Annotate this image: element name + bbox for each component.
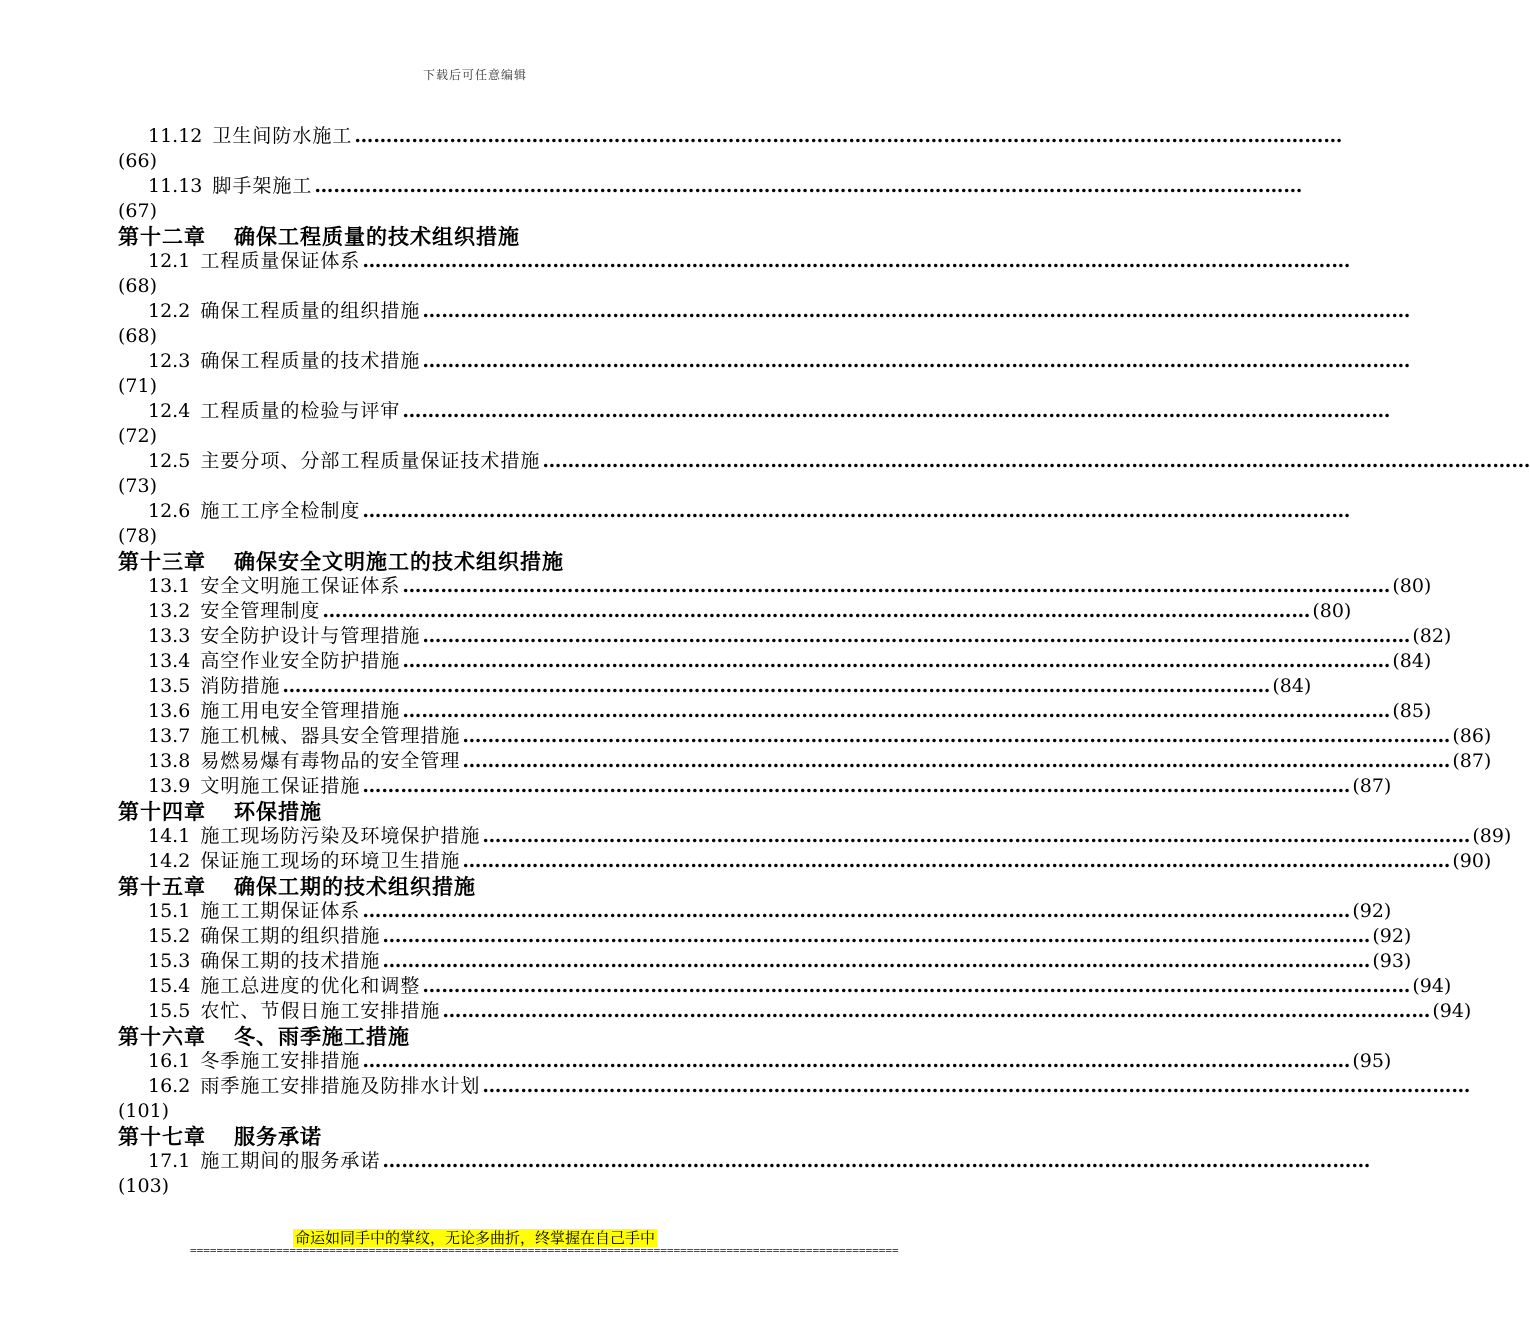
section-number: 17.1 [148,1150,191,1172]
section-number: 12.3 [148,350,191,372]
chapter-title: 确保工程质量的技术组织措施 [234,224,520,249]
toc-entry [118,824,1512,849]
toc-entry-page-line [118,149,828,174]
page-number: (92) [1372,925,1412,947]
toc-entry-page-line [118,199,828,224]
section-title: 保证施工现场的环境卫生措施 [200,850,461,872]
footer-rule: =========================================================================================================== [190,1244,899,1257]
footer-motto-text: 命运如同手中的掌纹，无论多曲折，终掌握在自己手中 [294,1229,655,1247]
toc-entry [118,624,1452,649]
chapter-heading [118,874,828,899]
dot-leader: ………………………………………………………………………………………………………………………………………… [422,625,1411,647]
toc-entry [118,249,1351,274]
page-number: (87) [1352,775,1392,797]
section-number: 14.2 [148,850,191,872]
section-number: 12.2 [148,300,191,322]
section-number: 12.6 [148,500,191,522]
dot-leader: ………………………………………………………………………………………………………………………………………… [482,1075,1471,1097]
section-number: 15.3 [148,950,191,972]
section-number: 13.9 [148,775,191,797]
section-title: 农忙、节假日施工安排措施 [200,1000,441,1022]
dot-leader: ………………………………………………………………………………………………………………………………………… [542,450,1530,472]
dot-leader: ………………………………………………………………………………………………………………………………………… [402,650,1391,672]
section-number: 15.5 [148,1000,191,1022]
dot-leader: ………………………………………………………………………………………………………………………………………… [322,600,1311,622]
page-number: (71) [118,375,158,397]
page-number: (94) [1412,975,1452,997]
chapter-heading [118,224,828,249]
chapter-number: 第十二章 [118,224,206,249]
page-number: (89) [1472,825,1512,847]
dot-leader: ………………………………………………………………………………………………………………………………………… [314,175,1303,197]
toc-entry [118,849,1492,874]
page-number: (103) [118,1175,170,1197]
dot-leader: ………………………………………………………………………………………………………………………………………… [382,950,1371,972]
toc-entry [118,449,1530,474]
page-number: (72) [118,425,158,447]
section-title: 施工现场防污染及环境保护措施 [200,825,481,847]
dot-leader: ………………………………………………………………………………………………………………………………………… [422,350,1411,372]
section-number: 16.1 [148,1050,191,1072]
section-title: 主要分项、分部工程质量保证技术措施 [200,450,541,472]
dot-leader: ………………………………………………………………………………………………………………………………………… [362,250,1351,272]
page-header: 下载后可任意编辑 [422,68,527,82]
section-number: 14.1 [148,825,191,847]
section-number: 13.3 [148,625,191,647]
page-number: (67) [118,200,158,222]
page-number: (94) [1432,1000,1472,1022]
chapter-title: 确保安全文明施工的技术组织措施 [234,549,564,574]
toc-entry [118,649,1432,674]
page-number: (85) [1392,700,1432,722]
section-title: 冬季施工安排措施 [200,1050,361,1072]
page-number: (68) [118,325,158,347]
section-title: 施工总进度的优化和调整 [200,975,421,997]
chapter-number: 第十三章 [118,549,206,574]
toc-entry-page-line [118,274,828,299]
section-title: 确保工期的技术措施 [200,950,381,972]
dot-leader: ………………………………………………………………………………………………………………………………………… [282,675,1271,697]
dot-leader: ………………………………………………………………………………………………………………………………………… [362,1050,1351,1072]
table-of-contents [118,124,1530,1199]
toc-entry [118,174,1303,199]
section-number: 13.6 [148,700,191,722]
dot-leader: ………………………………………………………………………………………………………………………………………… [462,750,1451,772]
toc-entry [118,699,1432,724]
toc-entry [118,674,1312,699]
section-title: 安全防护设计与管理措施 [200,625,421,647]
toc-entry-page-line [118,474,828,499]
dot-leader: ………………………………………………………………………………………………………………………………………… [362,500,1351,522]
chapter-number: 第十五章 [118,874,206,899]
toc-entry [118,924,1412,949]
toc-entry [118,124,1343,149]
toc-entry [118,299,1411,324]
section-number: 13.8 [148,750,191,772]
toc-entry [118,749,1492,774]
page-number: (84) [1272,675,1312,697]
chapter-heading [118,1124,828,1149]
chapter-number: 第十七章 [118,1124,206,1149]
toc-entry [118,1149,1371,1174]
section-title: 施工机械、器具安全管理措施 [200,725,461,747]
page-number: (101) [118,1100,170,1122]
section-title: 安全文明施工保证体系 [200,575,401,597]
toc-entry-page-line [118,374,828,399]
section-number: 16.2 [148,1075,191,1097]
section-title: 高空作业安全防护措施 [200,650,401,672]
page-number: (84) [1392,650,1432,672]
page-number: (87) [1452,750,1492,772]
section-number: 13.2 [148,600,191,622]
dot-leader: ………………………………………………………………………………………………………………………………………… [382,925,1371,947]
section-title: 文明施工保证措施 [200,775,361,797]
toc-entry-page-line [118,1174,828,1199]
chapter-title: 确保工期的技术组织措施 [234,874,476,899]
toc-entry [118,399,1391,424]
chapter-number: 第十六章 [118,1024,206,1049]
chapter-heading [118,1024,828,1049]
toc-entry [118,1049,1392,1074]
page-number: (95) [1352,1050,1392,1072]
dot-leader: ………………………………………………………………………………………………………………………………………… [462,725,1451,747]
section-title: 确保工程质量的技术措施 [200,350,421,372]
section-title: 工程质量的检验与评审 [200,400,401,422]
chapter-number: 第十四章 [118,799,206,824]
section-title: 施工工序全检制度 [200,500,361,522]
section-title: 施工工期保证体系 [200,900,361,922]
section-title: 确保工程质量的组织措施 [200,300,421,322]
section-title: 施工期间的服务承诺 [200,1150,381,1172]
page-number: (68) [118,275,158,297]
page-number: (93) [1372,950,1412,972]
toc-entry [118,999,1472,1024]
toc-entry-page-line [118,424,828,449]
chapter-title: 冬、雨季施工措施 [234,1024,410,1049]
dot-leader: ………………………………………………………………………………………………………………………………………… [442,1000,1431,1022]
dot-leader: ………………………………………………………………………………………………………………………………………… [354,125,1343,147]
chapter-title: 服务承诺 [234,1124,322,1149]
page-number: (92) [1352,900,1392,922]
dot-leader: ………………………………………………………………………………………………………………………………………… [362,775,1351,797]
section-number: 12.5 [148,450,191,472]
chapter-title: 环保措施 [234,799,322,824]
chapter-heading [118,799,828,824]
dot-leader: ………………………………………………………………………………………………………………………………………… [422,975,1411,997]
section-number: 11.13 [148,175,203,197]
section-title: 安全管理制度 [200,600,321,622]
toc-entry [118,349,1411,374]
toc-entry [118,774,1392,799]
dot-leader: ………………………………………………………………………………………………………………………………………… [362,900,1351,922]
section-number: 12.1 [148,250,191,272]
dot-leader: ………………………………………………………………………………………………………………………………………… [482,825,1471,847]
page-number: (82) [1412,625,1452,647]
toc-entry [118,899,1392,924]
section-number: 15.2 [148,925,191,947]
chapter-heading [118,549,828,574]
dot-leader: ………………………………………………………………………………………………………………………………………… [382,1150,1371,1172]
section-title: 工程质量保证体系 [200,250,361,272]
toc-entry [118,974,1452,999]
section-title: 脚手架施工 [212,175,313,197]
dot-leader: ………………………………………………………………………………………………………………………………………… [402,400,1391,422]
section-title: 易燃易爆有毒物品的安全管理 [200,750,461,772]
dot-leader: ………………………………………………………………………………………………………………………………………… [462,850,1451,872]
toc-entry [118,949,1412,974]
section-title: 卫生间防水施工 [212,125,353,147]
toc-entry-page-line [118,1099,828,1124]
section-number: 13.5 [148,675,191,697]
section-number: 13.4 [148,650,191,672]
toc-entry [118,574,1432,599]
page-number: (80) [1312,600,1352,622]
section-number: 11.12 [148,125,203,147]
section-title: 确保工期的组织措施 [200,925,381,947]
section-title: 雨季施工安排措施及防排水计划 [200,1075,481,1097]
page-number: (66) [118,150,158,172]
page-number: (90) [1452,850,1492,872]
section-number: 15.1 [148,900,191,922]
toc-entry [118,499,1351,524]
page-number: (86) [1452,725,1492,747]
section-title: 消防措施 [200,675,281,697]
section-number: 12.4 [148,400,191,422]
section-number: 13.1 [148,575,191,597]
toc-entry [118,724,1492,749]
section-title: 施工用电安全管理措施 [200,700,401,722]
dot-leader: ………………………………………………………………………………………………………………………………………… [402,700,1391,722]
page-number: (80) [1392,575,1432,597]
section-number: 13.7 [148,725,191,747]
toc-entry-page-line [118,524,828,549]
page-number: (73) [118,475,158,497]
dot-leader: ………………………………………………………………………………………………………………………………………… [402,575,1391,597]
section-number: 15.4 [148,975,191,997]
toc-entry [118,599,1352,624]
toc-entry [118,1074,1471,1099]
page-number: (78) [118,525,158,547]
toc-entry-page-line [118,324,828,349]
dot-leader: ………………………………………………………………………………………………………………………………………… [422,300,1411,322]
